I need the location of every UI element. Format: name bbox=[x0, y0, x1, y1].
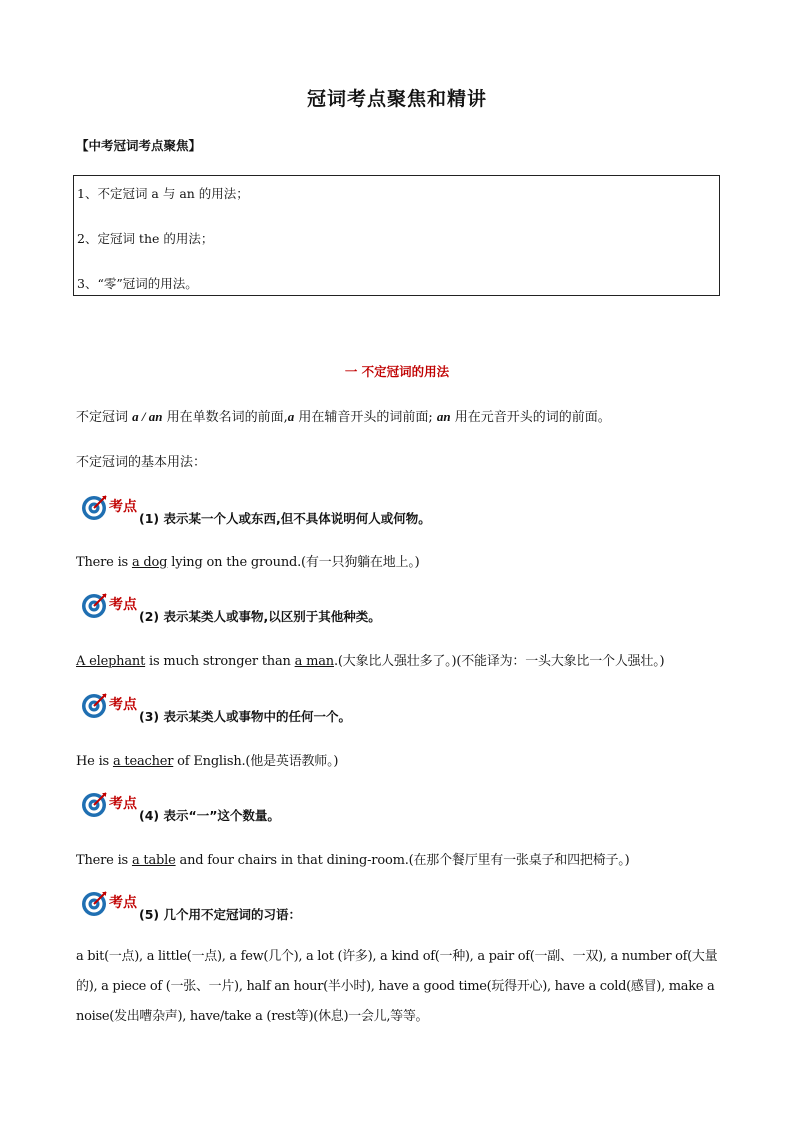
exam-point-label: 考点 bbox=[109, 697, 137, 713]
target-icon bbox=[80, 888, 110, 918]
exam-point-text: (1) 表示某一个人或东西,但不具体说明何人或何物。 bbox=[139, 511, 431, 526]
idioms-paragraph: a bit(一点), a little(一点), a few(几个), a lot (许多), a kind of(一种), a pair of(一副、一双), a number of(大量的), a piece of (一张、一片), half an hour(半小时), have a good time(玩得开心), have a cold(感冒), make a noise(发出嘈杂声), have/take a (rest等)(休息)一会儿,等等。 bbox=[76, 949, 718, 1024]
exam-point-label: 考点 bbox=[109, 796, 137, 812]
exam-point-label: 考点 bbox=[109, 499, 137, 515]
focus-item: 1、不定冠词 a 与 an 的用法； bbox=[77, 186, 249, 201]
exam-point-text: (3) 表示某类人或事物中的任何一个。 bbox=[139, 709, 351, 724]
basic-usage-line: 不定冠词的基本用法： bbox=[76, 455, 207, 470]
target-icon bbox=[80, 690, 110, 720]
example-sentence: There is a dog lying on the ground.(有一只狗躺在地上。) bbox=[76, 555, 420, 570]
exam-point-text: (2) 表示某类人或事物,以区别于其他种类。 bbox=[139, 609, 381, 624]
focus-heading: 【中考冠词考点聚焦】 bbox=[76, 138, 202, 153]
section-heading: 一 不定冠词的用法 bbox=[344, 364, 450, 379]
page-title: 冠词考点聚焦和精讲 bbox=[306, 88, 487, 110]
exam-point-text: (4) 表示“一”这个数量。 bbox=[139, 808, 280, 823]
target-icon bbox=[80, 590, 110, 620]
target-icon bbox=[80, 789, 110, 819]
focus-item: 3、“零”冠词的用法。 bbox=[77, 276, 198, 291]
focus-item: 2、定冠词 the 的用法； bbox=[77, 231, 214, 246]
exam-point-label: 考点 bbox=[109, 597, 137, 613]
exam-point-label: 考点 bbox=[109, 895, 137, 911]
example-sentence: He is a teacher of English.(他是英语教师。) bbox=[76, 754, 339, 769]
exam-point-text: (5) 几个用不定冠词的习语： bbox=[139, 907, 301, 922]
intro-paragraph: 不定冠词 a / an 用在单数名词的前面,a 用在辅音开头的词前面; an 用在元音开头的词的前面。 bbox=[76, 409, 611, 425]
target-icon bbox=[80, 492, 110, 522]
focus-box bbox=[73, 175, 720, 296]
example-sentence: There is a table and four chairs in that dining-room.(在那个餐厅里有一张桌子和四把椅子。) bbox=[76, 853, 630, 868]
example-sentence: A elephant is much stronger than a man.(大象比人强壮多了。)(不能译为：一头大象比一个人强壮。) bbox=[76, 654, 665, 669]
